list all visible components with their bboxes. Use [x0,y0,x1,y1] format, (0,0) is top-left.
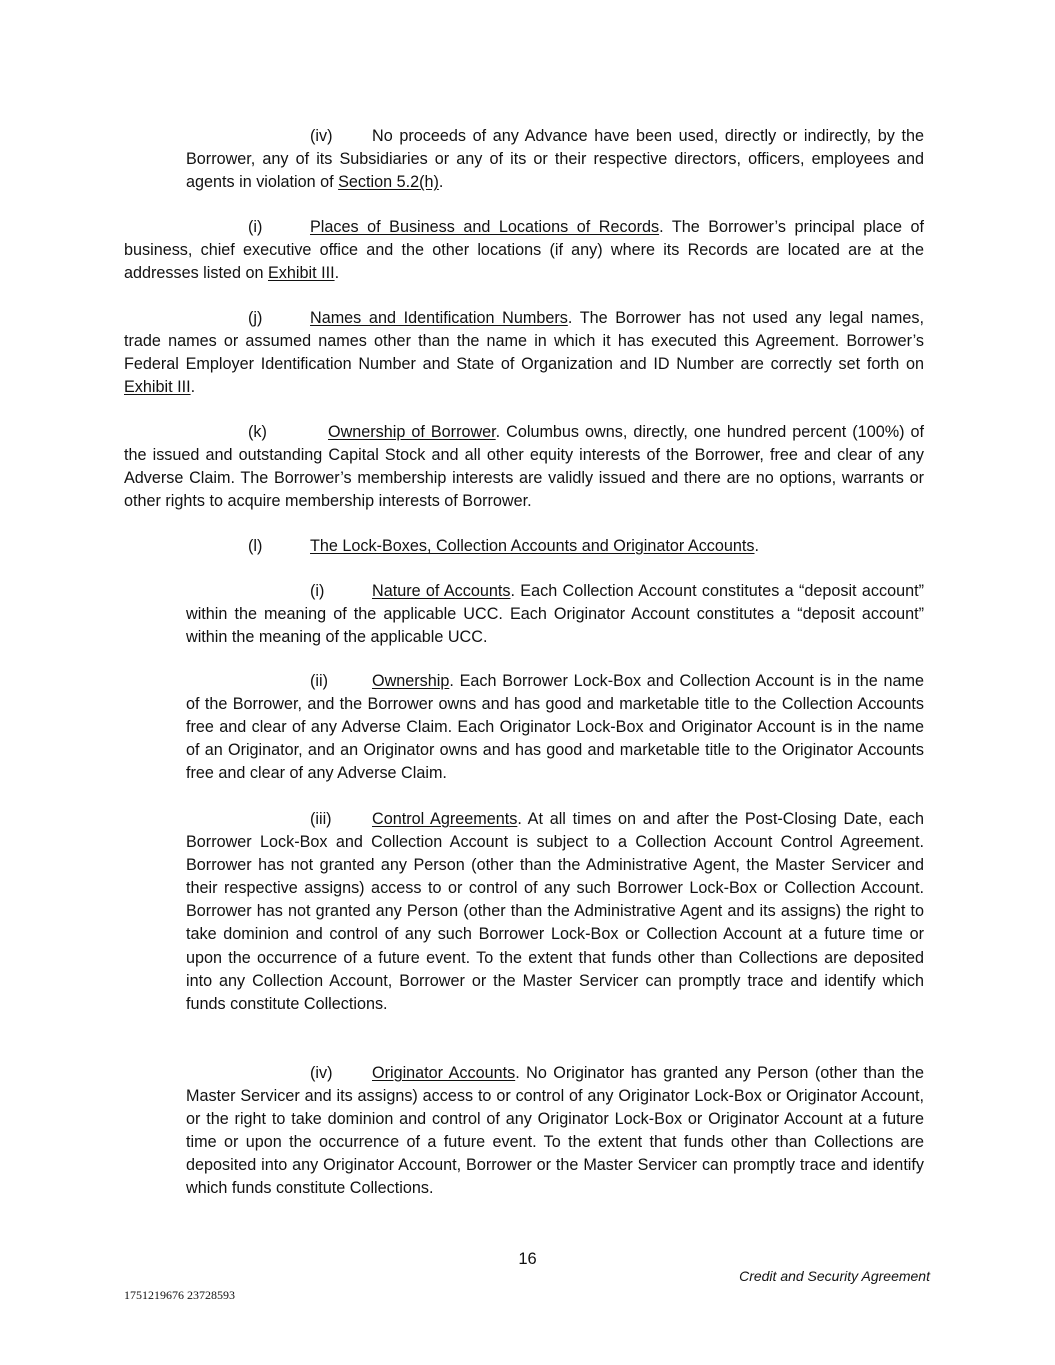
paragraph-l-ii-ownership [186,670,924,785]
clause-number: (k) [248,423,267,441]
exhibit-reference: Exhibit III [124,378,191,397]
paragraph-l-iv-originator [186,1062,924,1201]
paragraph-j-names [124,307,924,399]
paragraph-i-places-of-business [124,216,924,285]
clause-number: (l) [248,537,263,555]
clause-heading: The Lock-Boxes, Collection Accounts and Originator Accounts [310,537,755,555]
clause-number: (i) [248,218,263,236]
clause-heading: Nature of Accounts [372,582,511,600]
paragraph-l-lock-boxes [124,535,924,558]
paragraph-text: . Columbus owns, directly, one hundred percent (100%) of the issued and outstanding Capital Stock and all other equity interests of the Borrower, free and clear of any Adverse Claim. The Borrower’s membership interests are validly issued and there are no options, warrants or other rights to acquire membership interests of Borrower. [124,423,924,511]
clause-heading: Places of Business and Locations of Records [310,218,660,236]
clause-number: (iv) [310,1064,333,1082]
clause-number: (ii) [310,672,328,690]
paragraph-text: . At all times on and after the Post-Closing Date, each Borrower Lock-Box and Collection Account is subject to a Collection Account Control Agreement. Borrower has not granted any Person (other than the Administrative Agent, the Master Servicer and their respective assigns) access to or control of any such Borrower Lock-Box or Collection Account. Borrower has not granted any Person (other than the Administrative Agent and its assigns) the right to take dominion and control of any such Borrower Lock-Box or Collection Account at a future time or upon the occurrence of a future event. To the extent that funds other than Collections are deposited into any Collection Account, Borrower or the Master Servicer can promptly trace and identify which funds constitute Collections. [186,810,924,1013]
paragraph-text: . The Borrower has not used any legal names, trade names or assumed names other than the name in which it has executed this Agreement. Borrower’s Federal Employer Identification Number and State of Organization and ID Number are correctly set forth on [124,309,924,374]
paragraph-k-ownership [124,421,924,513]
paragraph-text: No proceeds of any Advance have been used, directly or indirectly, by the Borrower, any of its Subsidiaries or any of its or their respective directors, officers, employees and agents in violation of [186,127,924,192]
paragraph-text: . The Borrower’s principal place of business, chief executive office and the other locations (if any) where its Records are located are at the addresses listed on [124,218,925,283]
clause-heading: Originator Accounts [372,1064,516,1082]
clause-number: (j) [248,309,263,327]
clause-heading: Ownership of Borrower [328,423,496,441]
clause-number: (iv) [310,127,333,145]
paragraph-iv-proceeds [186,125,924,194]
clause-heading: Control Agreements [372,810,518,828]
clause-number: (i) [310,582,325,600]
paragraph-punct: . [438,173,444,192]
clause-heading: Ownership [372,672,450,690]
paragraph-text: . Each Collection Account constitutes a “deposit account” within the meaning of the applicable UCC. Each Originator Account constitutes a “deposit account” within the meaning of the applicable UCC. [186,582,924,647]
paragraph-text: . No Originator has granted any Person (other than the Master Servicer and its assigns) access to or control of any Originator Lock-Box or Originator Account, or the right to take dominion and control of any Originator Lock-Box or Originator Account at a future time or upon the occurrence of a future event. To the extent that funds other than Collections are deposited into any Originator Account, Borrower or the Master Servicer can promptly trace and identify which funds constitute Collections. [186,1064,924,1198]
clause-heading: Names and Identification Numbers [310,309,568,327]
paragraph-punct: . [190,378,196,397]
paragraph-l-iii-control [186,808,924,1016]
document-title-footer: Credit and Security Agreement [739,1268,930,1284]
paragraph-text: . Each Borrower Lock-Box and Collection Account is in the name of the Borrower, and the Borrower owns and has good and marketable title to the Collection Accounts free and clear of any Adverse Claim. Each Originator Lock-Box and Originator Account is in the name of an Originator, and an Originator owns and has good and marketable title to the Originator Accounts free and clear of any Adverse Claim. [186,672,924,783]
paragraph-punct: . [754,537,759,555]
paragraph-l-i-nature [186,580,924,649]
page-number: 16 [518,1250,537,1268]
paragraph-punct: . [334,264,340,283]
exhibit-reference: Exhibit III [267,264,335,283]
section-reference: Section 5.2(h) [338,173,439,192]
clause-number: (iii) [310,810,332,828]
document-id: 1751219676 23728593 [124,1288,235,1302]
